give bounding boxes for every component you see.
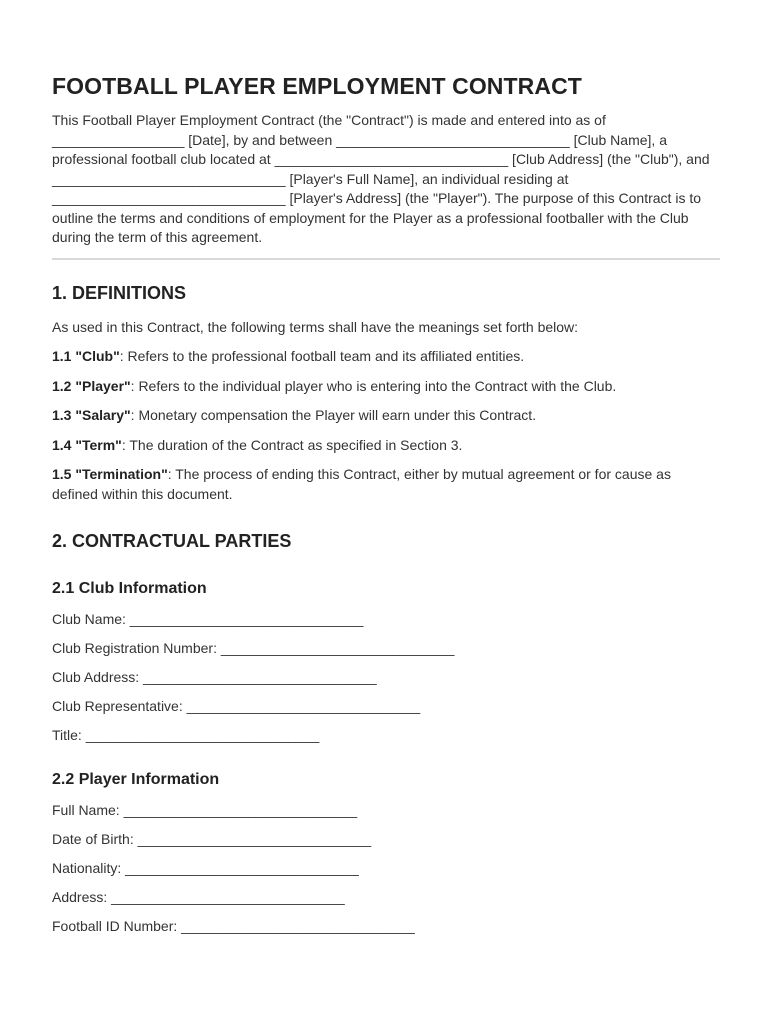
club-registration-field[interactable]: Club Registration Number: ______________________________ [52, 640, 455, 656]
club-name-field[interactable]: Club Name: ______________________________ [52, 611, 364, 627]
club-address-field[interactable]: Club Address: ______________________________ [52, 669, 377, 685]
subsection-heading-club: 2.1 Club Information [52, 580, 207, 597]
definition-text: : The duration of the Contract as specified in Section 3. [121, 436, 463, 453]
club-representative-field[interactable]: Club Representative: ______________________________ [52, 698, 421, 714]
intro-paragraph: This Football Player Employment Contract (the "Contract") is made and entered into as of _________________ [Date], by and between ______________________________ [Club Name], a professional football club located at ______________________________ [Club Address] (the "Club"), and ______________________________ [Player's Full Name], an individual residing at ______________________________ [Player's Address] (the "Player"). The purpose of this Contract is to outline the terms and conditions of employment for the Player as a professional footballer with the Club during the term of this agreement. [52, 112, 710, 245]
definition-item [52, 377, 720, 397]
contract-document [52, 72, 720, 936]
definition-term: 1.4 "Term" [52, 436, 122, 453]
club-title-field[interactable]: Title: ______________________________ [52, 727, 320, 743]
section-heading-parties: 2. CONTRACTUAL PARTIES [52, 531, 292, 551]
definition-text: : Refers to the professional football team and its affiliated entities. [119, 348, 525, 364]
definition-term: 1.3 "Salary" [52, 407, 131, 423]
definition-term: 1.1 "Club" [52, 348, 120, 364]
section-heading-definitions: 1. DEFINITIONS [52, 282, 187, 303]
club-fields [52, 610, 720, 746]
definition-text: : Monetary compensation the Player will earn under this Contract. [130, 407, 537, 423]
document-title: FOOTBALL PLAYER EMPLOYMENT CONTRACT [52, 73, 582, 99]
definition-item [52, 465, 720, 504]
definition-item [52, 436, 720, 456]
definition-text: : The process of ending this Contract, either by mutual agreement or for cause as defined within this document. [52, 466, 671, 502]
subsection-heading-player: 2.2 Player Information [52, 770, 220, 788]
section-divider [52, 258, 720, 260]
player-full-name-field[interactable]: Full Name: ______________________________ [52, 801, 358, 818]
definition-text: : Refers to the individual player who is entering into the Contract with the Club. [130, 377, 617, 394]
definitions-intro: As used in this Contract, the following terms shall have the meanings set forth below: [52, 318, 579, 335]
definition-item [52, 347, 720, 367]
player-football-id-field[interactable]: Football ID Number: ______________________________ [52, 917, 415, 934]
definition-term: 1.5 "Termination" [52, 466, 168, 482]
definition-term: 1.2 "Player" [52, 377, 131, 394]
player-dob-field[interactable]: Date of Birth: ______________________________ [52, 830, 372, 847]
player-fields [52, 801, 720, 937]
definition-item [52, 406, 720, 426]
player-address-field[interactable]: Address: ______________________________ [52, 888, 345, 905]
player-nationality-field[interactable]: Nationality: ______________________________ [52, 859, 359, 876]
